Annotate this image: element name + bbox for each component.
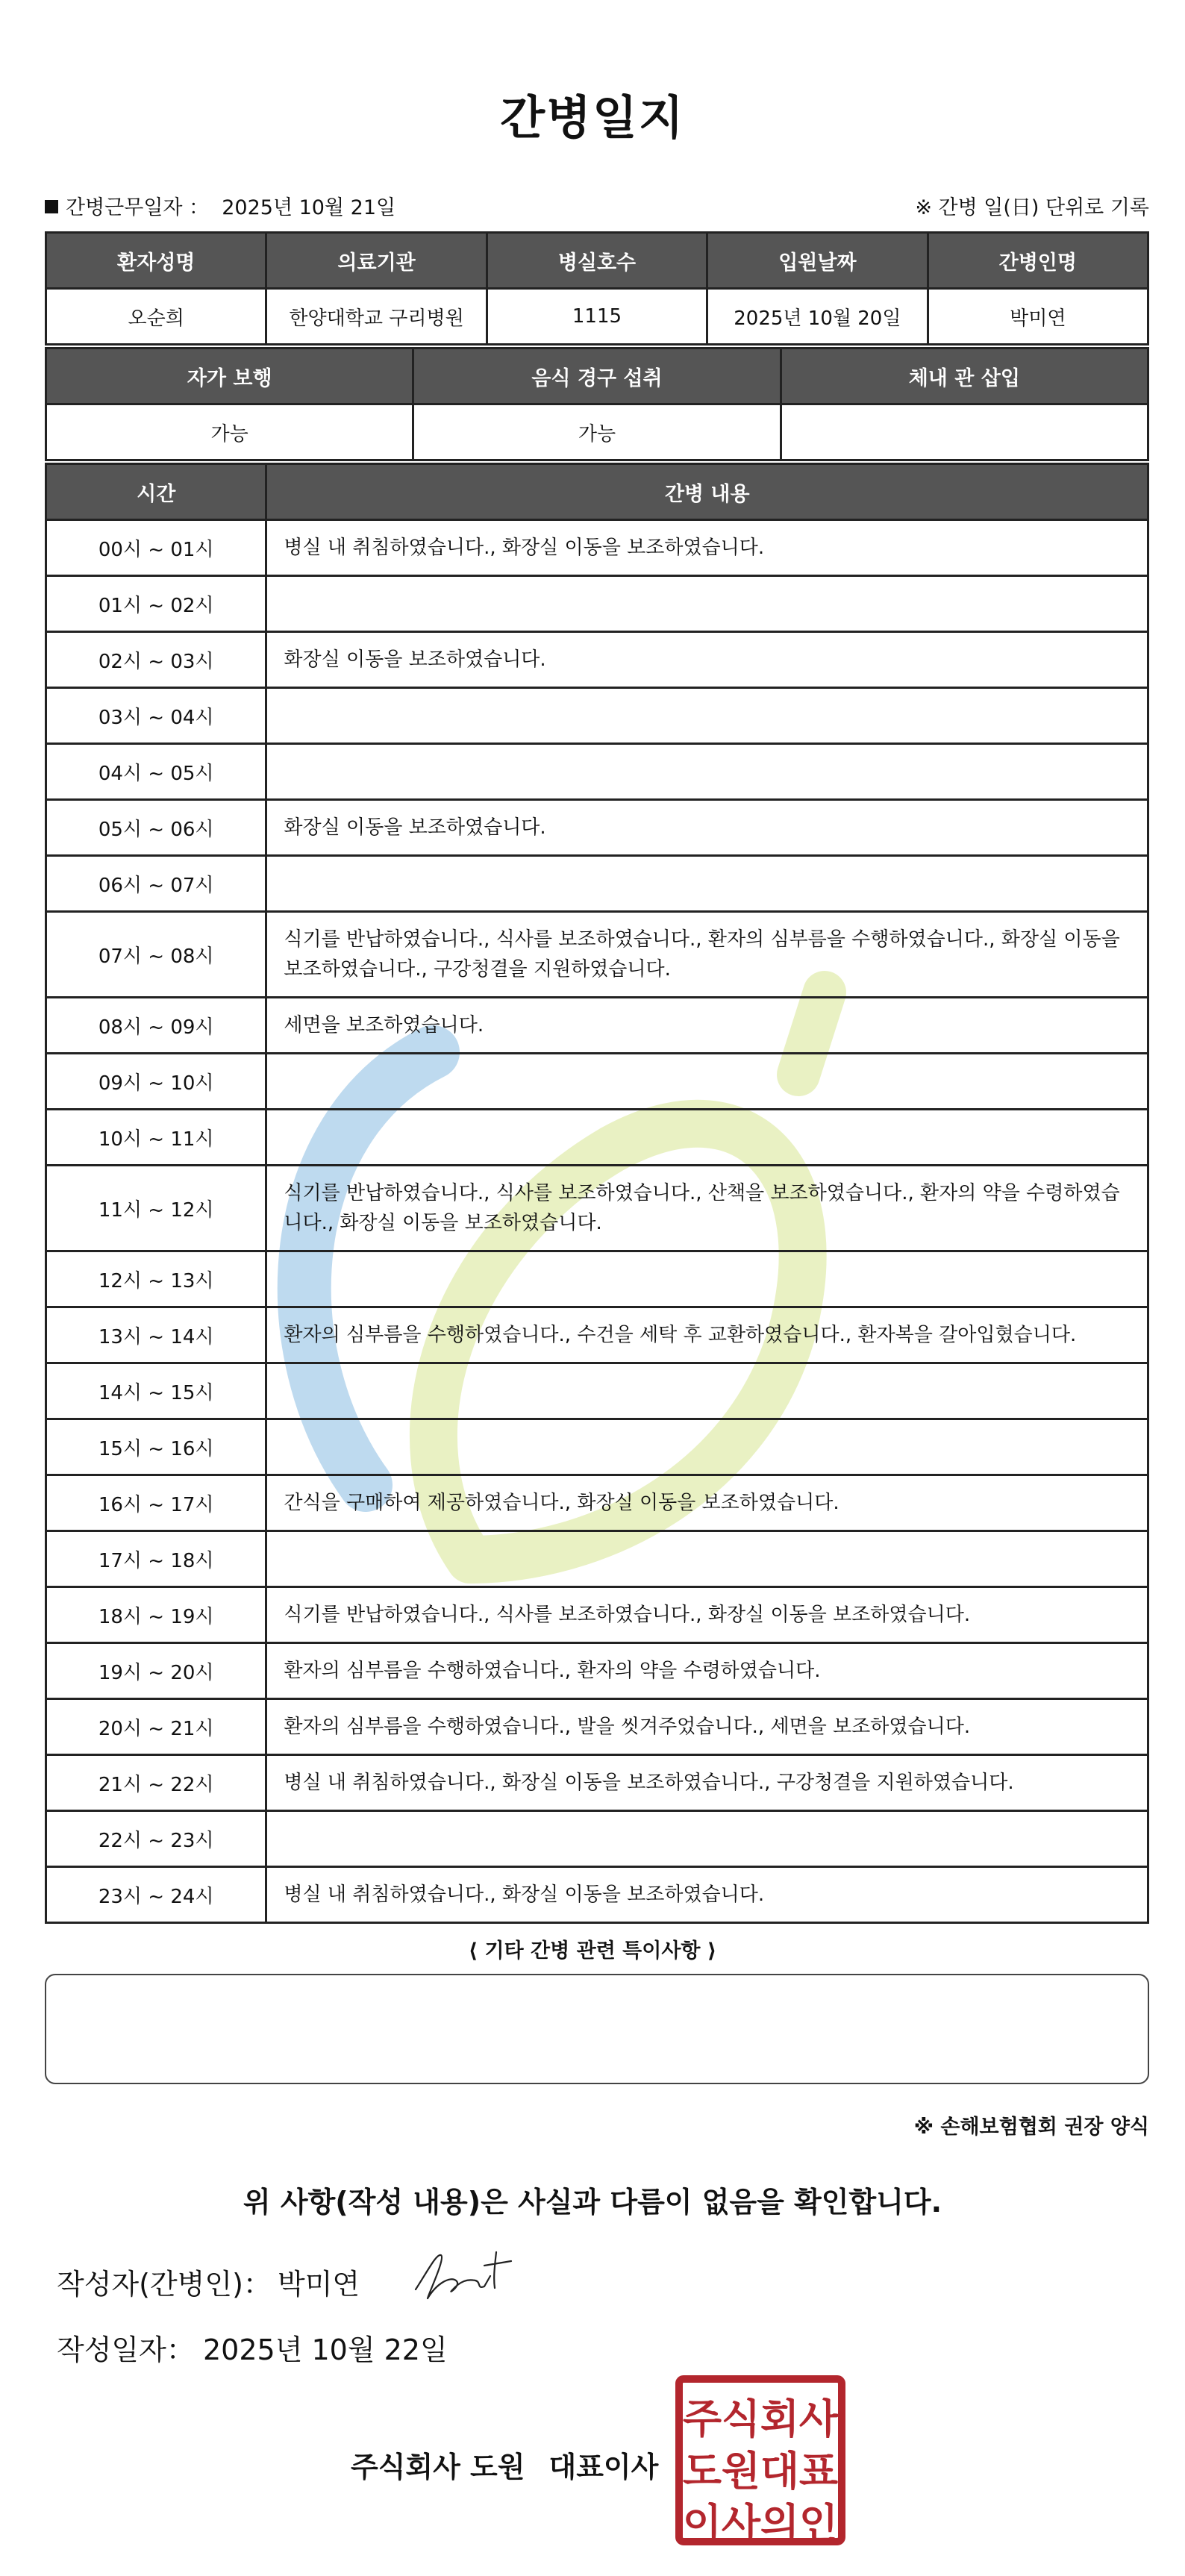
header-oral-intake: 음식 경구 섭취 — [413, 348, 781, 404]
patient-info-table — [45, 231, 1149, 346]
table-row — [46, 1587, 1148, 1643]
time-slot: 23시 ~ 24시 — [46, 1867, 266, 1923]
header-room-number: 병실호수 — [487, 233, 707, 289]
header-tube-insertion: 체내 관 삽입 — [781, 348, 1148, 404]
time-slot: 05시 ~ 06시 — [46, 800, 266, 856]
written-date-value: 2025년 10월 22일 — [203, 2333, 448, 2366]
time-slot: 12시 ~ 13시 — [46, 1251, 266, 1307]
seal-character: 사 — [798, 2395, 839, 2442]
seal-character: 대 — [760, 2448, 800, 2495]
care-content — [266, 688, 1148, 744]
table-row — [46, 912, 1148, 998]
unit-note: ※ 간병 일(日) 단위로 기록 — [915, 196, 1149, 219]
seal-character: 주 — [682, 2395, 722, 2442]
table-row — [46, 1643, 1148, 1699]
table-row — [46, 688, 1148, 744]
care-content — [266, 1531, 1148, 1587]
care-content — [266, 576, 1148, 632]
care-content: 환자의 심부름을 수행하였습니다., 발을 씻겨주었습니다., 세면을 보조하였습니다. — [266, 1699, 1148, 1755]
time-slot: 01시 ~ 02시 — [46, 576, 266, 632]
care-content: 환자의 심부름을 수행하였습니다., 환자의 약을 수령하였습니다. — [266, 1643, 1148, 1699]
time-slot: 08시 ~ 09시 — [46, 998, 266, 1054]
writer-name: 박미연 — [278, 2268, 360, 2301]
time-slot: 20시 ~ 21시 — [46, 1699, 266, 1755]
care-content: 식기를 반납하였습니다., 식사를 보조하였습니다., 산책을 보조하였습니다., 환자의 약을 수령하였습니다., 화장실 이동을 보조하였습니다. — [266, 1166, 1148, 1251]
caregiver-name: 박미연 — [928, 289, 1148, 345]
care-content: 간식을 구매하여 제공하였습니다., 화장실 이동을 보조하였습니다. — [266, 1475, 1148, 1531]
header-caregiver-name: 간병인명 — [928, 233, 1148, 289]
table-row — [46, 1811, 1148, 1867]
table-row — [46, 1475, 1148, 1531]
handwritten-signature — [407, 2246, 519, 2302]
written-date-label: 작성일자： — [57, 2333, 195, 2366]
seal-character: 인 — [798, 2500, 839, 2546]
care-content — [266, 1811, 1148, 1867]
confirmation-statement: 위 사항(작성 내용)은 사실과 다름이 없음을 확인합니다. — [243, 2186, 942, 2219]
time-slot: 16시 ~ 17시 — [46, 1475, 266, 1531]
table-row — [46, 856, 1148, 912]
work-date-value: 2025년 10월 21일 — [222, 196, 396, 219]
work-date-line — [45, 191, 395, 220]
time-slot: 10시 ~ 11시 — [46, 1110, 266, 1166]
time-slot: 11시 ~ 12시 — [46, 1166, 266, 1251]
care-content: 화장실 이동을 보조하였습니다. — [266, 800, 1148, 856]
care-content — [266, 1251, 1148, 1307]
seal-character: 원 — [721, 2448, 761, 2495]
header-self-walking: 자가 보행 — [46, 348, 413, 404]
table-row — [46, 520, 1148, 576]
table-row — [46, 744, 1148, 800]
time-slot: 04시 ~ 05시 — [46, 744, 266, 800]
room-number: 1115 — [487, 289, 707, 345]
special-notes-box — [45, 1974, 1149, 2084]
time-slot: 13시 ~ 14시 — [46, 1307, 266, 1363]
table-row — [46, 632, 1148, 688]
seal-character: 사 — [721, 2500, 761, 2546]
table-row — [46, 1419, 1148, 1475]
time-slot: 18시 ~ 19시 — [46, 1587, 266, 1643]
care-content: 식기를 반납하였습니다., 식사를 보조하였습니다., 화장실 이동을 보조하였습니다. — [266, 1587, 1148, 1643]
time-slot: 06시 ~ 07시 — [46, 856, 266, 912]
care-content: 화장실 이동을 보조하였습니다. — [266, 632, 1148, 688]
seal-character: 의 — [760, 2500, 800, 2546]
care-content — [266, 1419, 1148, 1475]
time-slot: 19시 ~ 20시 — [46, 1643, 266, 1699]
patient-name: 오순희 — [46, 289, 266, 345]
time-slot: 15시 ~ 16시 — [46, 1419, 266, 1475]
care-content — [266, 856, 1148, 912]
company-line — [351, 2444, 658, 2485]
square-bullet-icon — [45, 200, 58, 213]
table-row — [46, 1054, 1148, 1110]
source-note: ※ 손해보험협회 권장 양식 — [913, 2116, 1149, 2139]
table-row — [46, 1166, 1148, 1251]
header-patient-name: 환자성명 — [46, 233, 266, 289]
company-seal-stamp — [675, 2375, 846, 2546]
table-row — [46, 998, 1148, 1054]
care-content — [266, 1054, 1148, 1110]
header-care-content: 간병 내용 — [266, 464, 1148, 520]
care-content: 병실 내 취침하였습니다., 화장실 이동을 보조하였습니다. — [266, 1867, 1148, 1923]
care-content: 세면을 보조하였습니다. — [266, 998, 1148, 1054]
ability-table — [45, 347, 1149, 461]
table-row — [46, 1110, 1148, 1166]
writer-label: 작성자(간병인)： — [57, 2268, 272, 2301]
table-row — [46, 1363, 1148, 1419]
table-row — [46, 1867, 1148, 1923]
hospital-name: 한양대학교 구리병원 — [266, 289, 487, 345]
ceo-title: 대표이사 — [548, 2451, 659, 2483]
company-name: 주식회사 도원 — [351, 2451, 525, 2483]
header-admission-date: 입원날짜 — [707, 233, 928, 289]
seal-character: 식 — [721, 2395, 761, 2442]
table-row — [46, 1251, 1148, 1307]
care-content — [266, 1363, 1148, 1419]
time-slot: 07시 ~ 08시 — [46, 912, 266, 998]
time-slot: 17시 ~ 18시 — [46, 1531, 266, 1587]
time-slot: 22시 ~ 23시 — [46, 1811, 266, 1867]
oral-intake-value: 가능 — [413, 404, 781, 460]
notes-title: ⟨ 기타 간병 관련 특이사항 ⟩ — [468, 1939, 717, 1963]
care-content: 병실 내 취침하였습니다., 화장실 이동을 보조하였습니다. — [266, 520, 1148, 576]
time-slot: 21시 ~ 22시 — [46, 1755, 266, 1811]
admission-date: 2025년 10월 20일 — [707, 289, 928, 345]
care-content — [266, 1110, 1148, 1166]
care-content: 식기를 반납하였습니다., 식사를 보조하였습니다., 환자의 심부름을 수행하였습니다., 화장실 이동을 보조하였습니다., 구강청결을 지원하였습니다. — [266, 912, 1148, 998]
time-slot: 02시 ~ 03시 — [46, 632, 266, 688]
table-row — [46, 1699, 1148, 1755]
header-time: 시간 — [46, 464, 266, 520]
header-hospital: 의료기관 — [266, 233, 487, 289]
seal-character: 회 — [760, 2395, 800, 2442]
work-date-label: 간병근무일자 ： — [66, 196, 210, 219]
time-slot: 09시 ~ 10시 — [46, 1054, 266, 1110]
seal-character: 표 — [798, 2448, 839, 2495]
table-row — [46, 1531, 1148, 1587]
care-content — [266, 744, 1148, 800]
time-slot: 00시 ~ 01시 — [46, 520, 266, 576]
table-row — [46, 800, 1148, 856]
seal-character: 이 — [682, 2500, 722, 2546]
table-row — [46, 1755, 1148, 1811]
seal-character: 도 — [682, 2448, 722, 2495]
tube-insertion-value — [781, 404, 1148, 460]
time-slot: 03시 ~ 04시 — [46, 688, 266, 744]
care-log-rows — [46, 520, 1148, 1923]
care-content: 병실 내 취침하였습니다., 화장실 이동을 보조하였습니다., 구강청결을 지원하였습니다. — [266, 1755, 1148, 1811]
time-slot: 14시 ~ 15시 — [46, 1363, 266, 1419]
self-walking-value: 가능 — [46, 404, 413, 460]
care-content: 환자의 심부름을 수행하였습니다., 수건을 세탁 후 교환하였습니다., 환자복을 갈아입혔습니다. — [266, 1307, 1148, 1363]
table-row — [46, 576, 1148, 632]
document-title: 간병일지 — [500, 90, 685, 145]
care-log-table — [45, 463, 1149, 1924]
table-row — [46, 1307, 1148, 1363]
